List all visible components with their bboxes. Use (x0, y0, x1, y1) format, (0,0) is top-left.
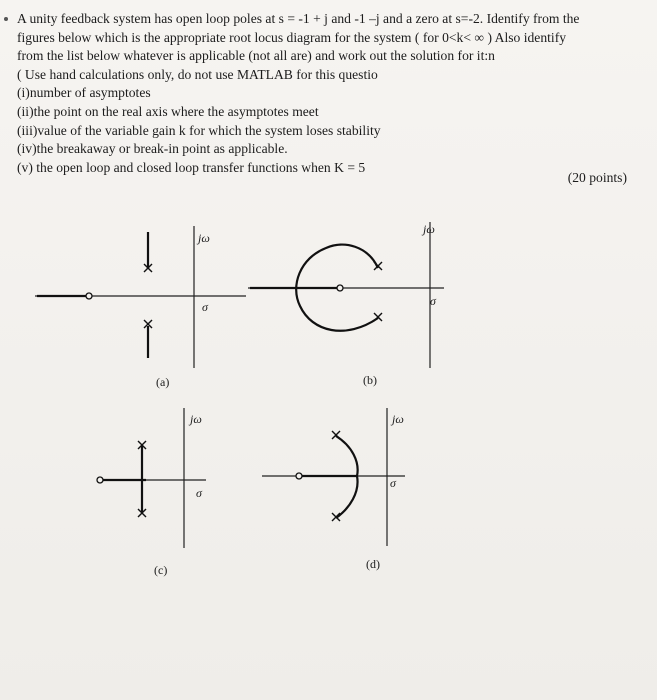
figure-d-caption: (d) (366, 557, 380, 571)
points-label: (20 points) (567, 170, 627, 185)
root-locus-figure-d (262, 408, 405, 546)
question-line-3: from the list below whatever is applicable (not all are) and work out the solution for it:n (17, 48, 495, 64)
figure-a-sigma-label: σ (202, 300, 208, 314)
root-locus-figure-c (97, 408, 206, 548)
question-item-ii: (ii)the point on the real axis where the asymptotes meet (17, 103, 319, 119)
question-item-v: (v) the open loop and closed loop transfer functions when K = 5 (17, 159, 366, 175)
figure-b-jw-label: jω (423, 222, 435, 236)
question-line-1: A unity feedback system has open loop poles at s = -1 + j and -1 –j and a zero at s=-2. Identify from the (17, 11, 580, 26)
root-locus-figure-a (35, 226, 246, 368)
question-line-2: figures below which is the appropriate root locus diagram for the system ( for 0<k< ∞ ) Also identify (17, 29, 567, 45)
figure-a-caption: (a) (156, 375, 170, 389)
question-item-iv: (iv)the breakaway or break-in point as applicable. (17, 141, 288, 157)
figure-b-pole-lower (374, 313, 382, 321)
figure-c-caption: (c) (154, 563, 168, 577)
root-locus-figure-b (248, 222, 444, 368)
figure-a-zero (86, 293, 92, 299)
figure-c-jw-label: jω (190, 412, 202, 426)
figure-d-sigma-label: σ (390, 476, 396, 490)
figure-b-pole-upper (374, 262, 382, 270)
question-item-i: (i)number of asymptotes (17, 85, 151, 101)
figure-b-caption: (b) (363, 373, 377, 387)
figure-b-zero (337, 285, 343, 291)
figure-d-pole-upper (332, 431, 340, 439)
figure-b-sigma-label: σ (430, 294, 436, 308)
figure-a-jw-label: jω (198, 231, 210, 245)
figure-d-zero (296, 473, 302, 479)
question-item-iii: (iii)value of the variable gain k for which the system loses stability (17, 122, 381, 138)
figure-d-jw-label: jω (392, 412, 404, 426)
figure-c-zero (97, 477, 103, 483)
figure-c-sigma-label: σ (196, 486, 202, 500)
question-line-4: ( Use hand calculations only, do not use MATLAB for this questio (17, 66, 378, 82)
